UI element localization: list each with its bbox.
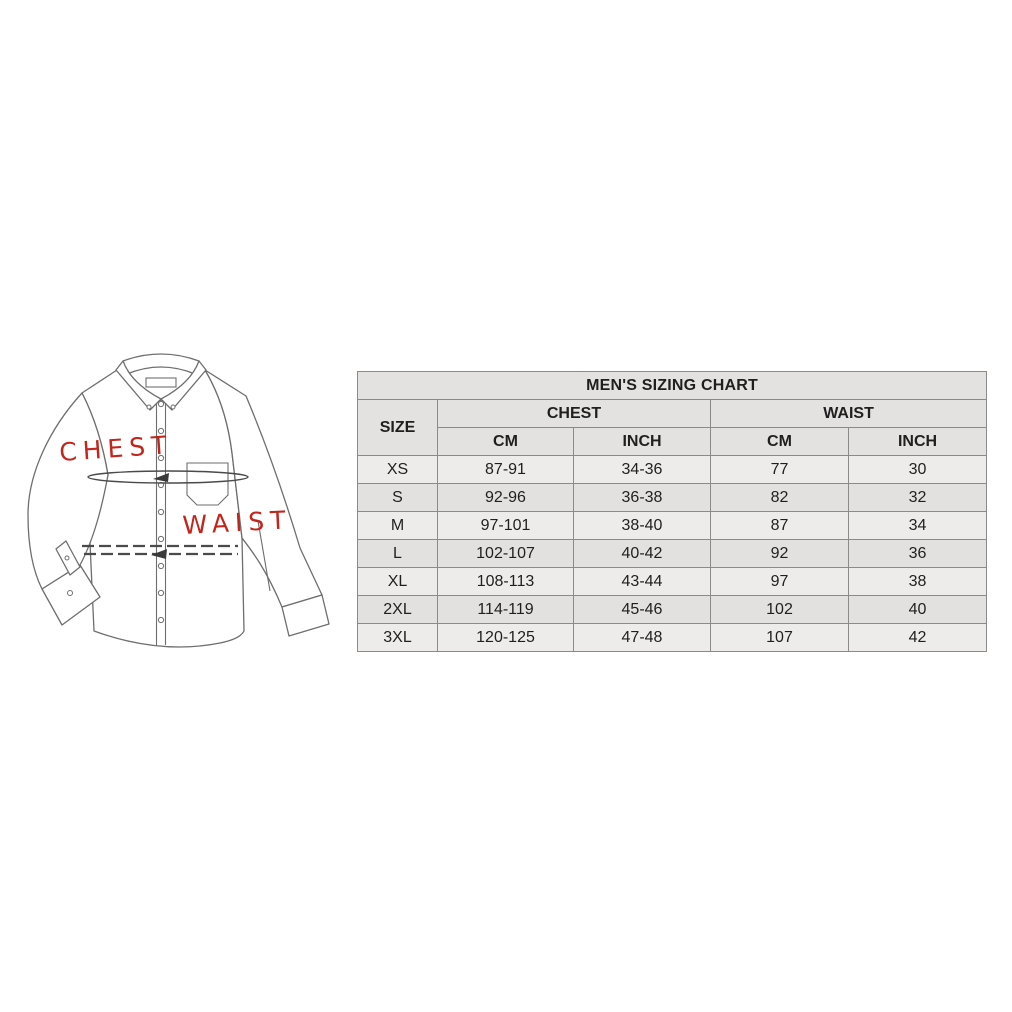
shirt-illustration xyxy=(20,343,342,677)
chest-inch-cell: 45-46 xyxy=(574,596,711,624)
waist-header: WAIST xyxy=(711,400,987,428)
table-row xyxy=(358,456,987,484)
chest-inch-cell: 43-44 xyxy=(574,568,711,596)
size-cell: S xyxy=(358,484,438,512)
shirt-collar-band xyxy=(123,354,199,374)
waist-cm-cell: 82 xyxy=(711,484,849,512)
size-cell: 3XL xyxy=(358,624,438,652)
table-row xyxy=(358,596,987,624)
size-cell: M xyxy=(358,512,438,540)
table-row xyxy=(358,484,987,512)
table-row xyxy=(358,624,987,652)
sizing-table xyxy=(357,371,987,652)
waist-cm-header: CM xyxy=(711,428,849,456)
table-unit-header-row xyxy=(358,428,987,456)
waist-inch-cell: 38 xyxy=(849,568,987,596)
waist-inch-cell: 32 xyxy=(849,484,987,512)
chest-inch-cell: 38-40 xyxy=(574,512,711,540)
waist-cm-cell: 87 xyxy=(711,512,849,540)
waist-cm-cell: 107 xyxy=(711,624,849,652)
chest-cm-cell: 108-113 xyxy=(438,568,574,596)
chest-cm-cell: 120-125 xyxy=(438,624,574,652)
waist-cm-cell: 77 xyxy=(711,456,849,484)
shirt-diagram xyxy=(20,343,342,677)
size-cell: L xyxy=(358,540,438,568)
chest-cm-cell: 87-91 xyxy=(438,456,574,484)
table-title-row xyxy=(358,372,987,400)
chest-cm-cell: 97-101 xyxy=(438,512,574,540)
waist-inch-header: INCH xyxy=(849,428,987,456)
waist-cm-cell: 97 xyxy=(711,568,849,596)
waist-inch-cell: 30 xyxy=(849,456,987,484)
waist-inch-cell: 36 xyxy=(849,540,987,568)
table-row xyxy=(358,540,987,568)
chest-header: CHEST xyxy=(438,400,711,428)
table-group-header-row xyxy=(358,400,987,428)
waist-cm-cell: 92 xyxy=(711,540,849,568)
waist-inch-cell: 34 xyxy=(849,512,987,540)
size-cell: XL xyxy=(358,568,438,596)
waist-cm-cell: 102 xyxy=(711,596,849,624)
size-cell: XS xyxy=(358,456,438,484)
chest-inch-cell: 36-38 xyxy=(574,484,711,512)
chest-cm-cell: 102-107 xyxy=(438,540,574,568)
chest-cm-cell: 92-96 xyxy=(438,484,574,512)
chest-inch-cell: 34-36 xyxy=(574,456,711,484)
chest-inch-cell: 47-48 xyxy=(574,624,711,652)
waist-label: WAIST xyxy=(181,505,293,540)
table-row xyxy=(358,568,987,596)
chest-cm-header: CM xyxy=(438,428,574,456)
table-title: MEN'S SIZING CHART xyxy=(358,372,987,400)
chest-cm-cell: 114-119 xyxy=(438,596,574,624)
chest-inch-header: INCH xyxy=(574,428,711,456)
waist-inch-cell: 42 xyxy=(849,624,987,652)
size-header: SIZE xyxy=(358,400,438,456)
waist-inch-cell: 40 xyxy=(849,596,987,624)
size-cell: 2XL xyxy=(358,596,438,624)
chest-inch-cell: 40-42 xyxy=(574,540,711,568)
table-row xyxy=(358,512,987,540)
collar-label xyxy=(146,378,176,387)
chest-label: CHEST xyxy=(58,430,174,467)
